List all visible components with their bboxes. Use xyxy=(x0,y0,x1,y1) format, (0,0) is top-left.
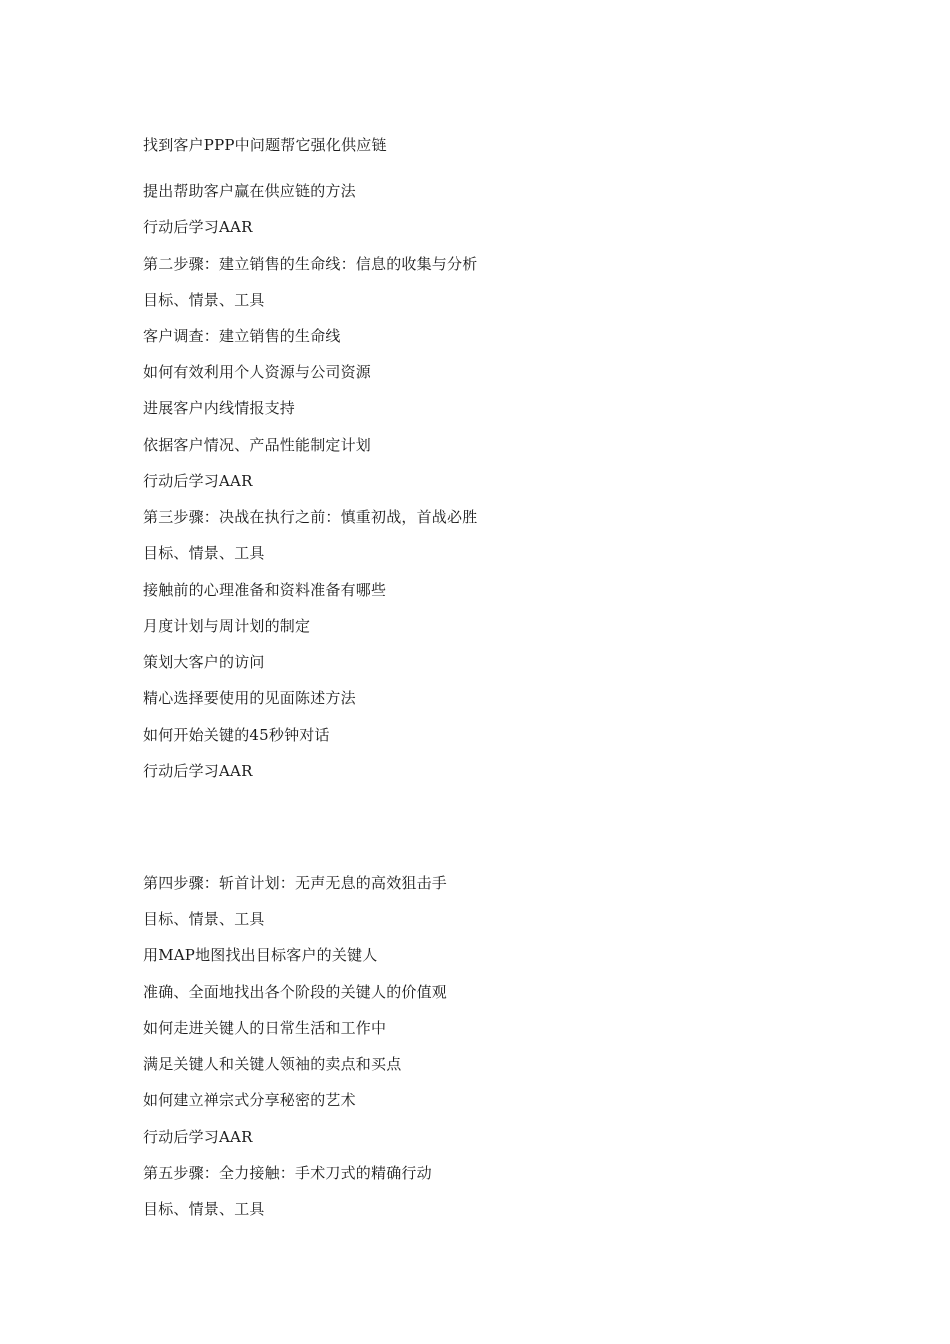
text-line: 如何有效利用个人资源与公司资源 xyxy=(143,363,372,381)
text-line: 满足关键人和关键人领袖的卖点和买点 xyxy=(143,1055,402,1073)
text-line: 策划大客户的访问 xyxy=(143,653,265,671)
text-line: 行动后学习AAR xyxy=(143,472,253,490)
text-line: 行动后学习AAR xyxy=(143,218,253,236)
text-line: 依据客户情况、产品性能制定计划 xyxy=(143,436,372,454)
text-line: 月度计划与周计划的制定 xyxy=(143,617,311,635)
section-heading: 第五步骤：全力接触：手术刀式的精确行动 xyxy=(143,1164,432,1182)
text-line: 如何走进关键人的日常生活和工作中 xyxy=(143,1019,387,1037)
text-line: 行动后学习AAR xyxy=(143,762,253,780)
text-line: 用MAP地图找出目标客户的关键人 xyxy=(143,946,378,964)
text-line: 接触前的心理准备和资料准备有哪些 xyxy=(143,581,387,599)
text-line: 如何建立禅宗式分享秘密的艺术 xyxy=(143,1091,356,1109)
text-line: 目标、情景、工具 xyxy=(143,291,265,309)
text-line: 提出帮助客户赢在供应链的方法 xyxy=(143,182,356,200)
text-line: 目标、情景、工具 xyxy=(143,1200,265,1218)
text-line: 进展客户内线情报支持 xyxy=(143,399,296,417)
text-line: 客户调查：建立销售的生命线 xyxy=(143,327,341,345)
text-line: 目标、情景、工具 xyxy=(143,910,265,928)
text-line: 行动后学习AAR xyxy=(143,1128,253,1146)
text-line: 准确、全面地找出各个阶段的关键人的价值观 xyxy=(143,983,448,1001)
text-line: 精心选择要使用的见面陈述方法 xyxy=(143,689,356,707)
section-heading: 第二步骤：建立销售的生命线：信息的收集与分析 xyxy=(143,255,478,273)
section-heading: 第三步骤：决战在执行之前：慎重初战，首战必胜 xyxy=(143,508,478,526)
text-line: 找到客户PPP中问题帮它强化供应链 xyxy=(143,136,387,154)
section-heading: 第四步骤：斩首计划：无声无息的高效狙击手 xyxy=(143,874,448,892)
text-line: 如何开始关键的45秒钟对话 xyxy=(143,726,330,744)
text-line: 目标、情景、工具 xyxy=(143,544,265,562)
